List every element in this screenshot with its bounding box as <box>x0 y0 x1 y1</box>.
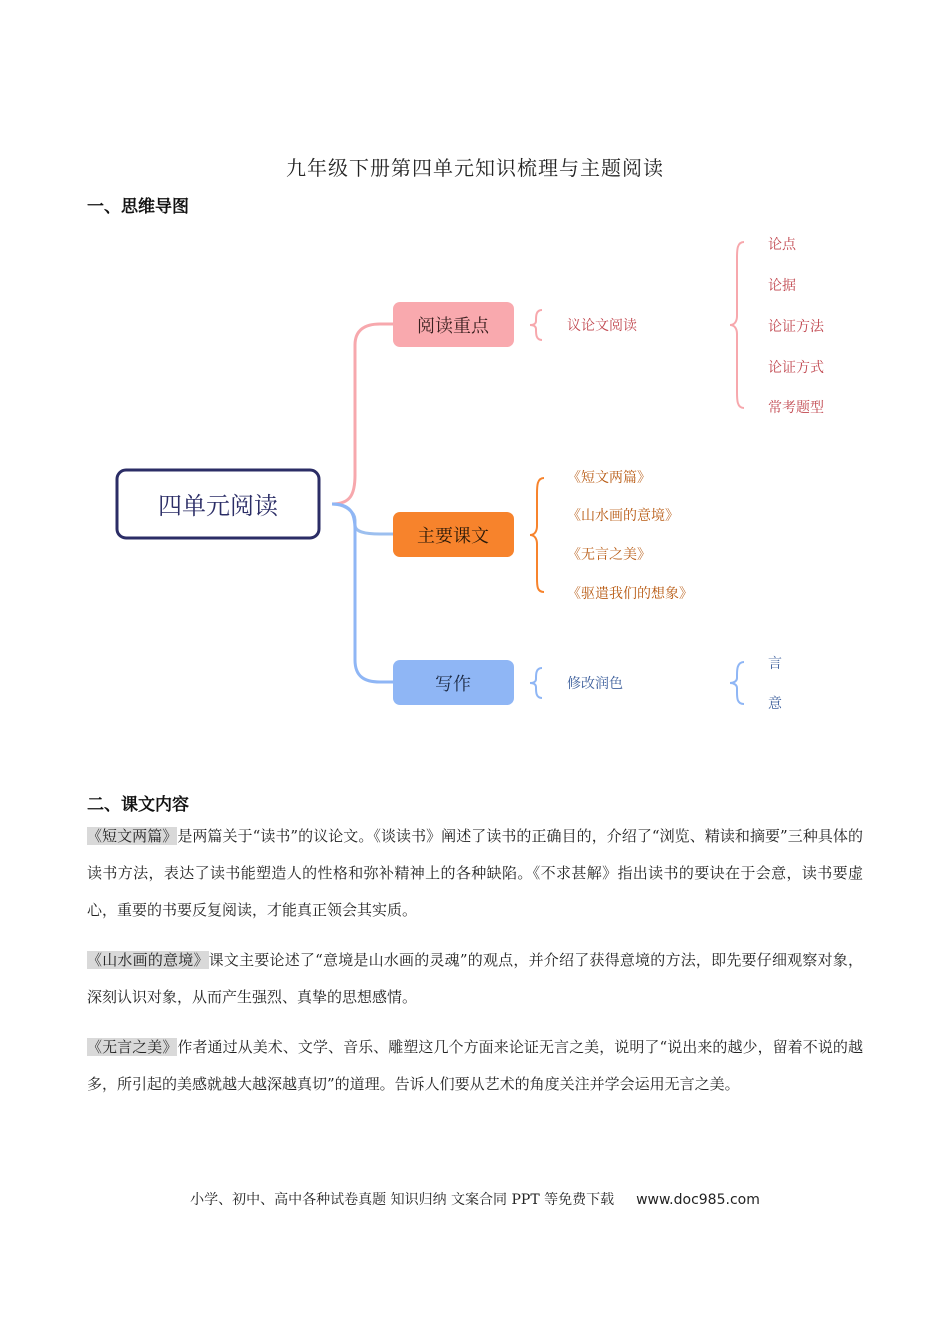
brace-writing <box>530 668 542 698</box>
sub-reading-label: 议论文阅读 <box>567 318 637 334</box>
mind-map <box>0 220 950 720</box>
sub-writing-label: 修改润色 <box>567 676 623 692</box>
highlight-wuyan: 《无言之美》 <box>87 1038 178 1056</box>
leaf-texts-1: 《短文两篇》 <box>567 470 651 486</box>
connector-reading <box>332 324 393 504</box>
paragraph-duanwen <box>87 818 863 929</box>
paragraph-text: 作者通过从美术、文学、音乐、雕塑这几个方面来论证无言之美，说明了“说出来的越少，留着不说的越多，所引起的美感就越大越深越真切”的道理。告诉人们要从艺术的角度关注并学会运用无言之美。 <box>87 1038 863 1093</box>
brace-texts <box>530 478 544 592</box>
brace-reading <box>530 310 542 340</box>
paragraph-text: 是两篇关于“读书”的议论文。《谈读书》阐述了读书的正确目的，介绍了“浏览、精读和摘要”三种具体的读书方法，表达了读书能塑造人的性格和弥补精神上的各种缺陷。《不求甚解》指出读书的要诀在于会意，读书要虚心，重要的书要反复阅读，才能真正领会其实质。 <box>87 827 863 919</box>
leaf-reading-2: 论据 <box>768 278 796 294</box>
brace-writing-leaves <box>730 662 744 704</box>
connector-texts <box>332 504 393 534</box>
highlight-duanwen: 《短文两篇》 <box>87 827 178 845</box>
document-title: 九年级下册第四单元知识梳理与主题阅读 <box>286 156 664 180</box>
section-heading-texts: 二、课文内容 <box>87 795 189 815</box>
leaf-reading-5: 常考题型 <box>768 400 824 416</box>
leaf-reading-1: 论点 <box>768 237 796 253</box>
leaf-reading-3: 论证方法 <box>768 319 824 335</box>
footer <box>0 1189 950 1209</box>
paragraph-shanshuihua <box>87 942 863 1016</box>
footer-text: 小学、初中、高中各种试卷真题 知识归纳 文案合同 PPT 等免费下载 <box>190 1192 615 1208</box>
branch-reading-label: 阅读重点 <box>417 316 489 337</box>
root-node-label: 四单元阅读 <box>158 492 278 520</box>
leaf-texts-3: 《无言之美》 <box>567 547 651 563</box>
paragraph-wuyan <box>87 1029 863 1103</box>
highlight-shanshuihua: 《山水画的意境》 <box>87 951 209 969</box>
leaf-texts-4: 《驱遣我们的想象》 <box>567 586 693 602</box>
leaf-texts-2: 《山水画的意境》 <box>567 508 679 524</box>
brace-reading-leaves <box>730 242 744 408</box>
leaf-reading-4: 论证方式 <box>768 360 824 376</box>
branch-writing-label: 写作 <box>435 674 471 695</box>
footer-url[interactable]: www.doc985.com <box>636 1192 760 1208</box>
leaf-writing-2: 意 <box>768 696 782 712</box>
branch-texts-label: 主要课文 <box>417 526 489 547</box>
section-heading-mindmap: 一、思维导图 <box>87 197 189 217</box>
paragraph-text: 课文主要论述了“意境是山水画的灵魂”的观点，并介绍了获得意境的方法，即先要仔细观察对象，深刻认识对象，从而产生强烈、真挚的思想感情。 <box>87 951 863 1006</box>
leaf-writing-1: 言 <box>768 656 782 672</box>
